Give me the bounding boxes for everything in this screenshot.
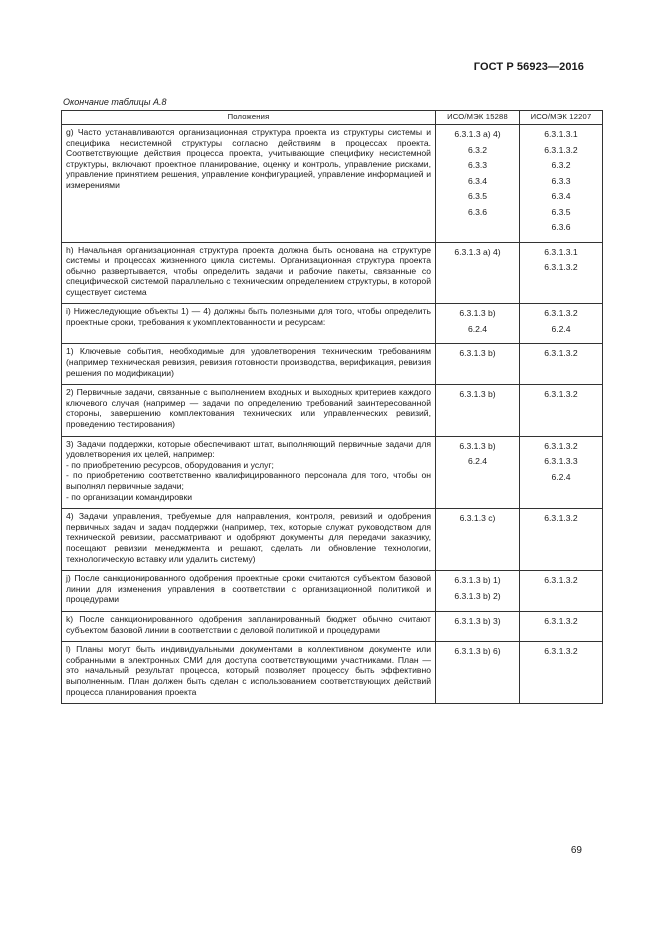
table-row [62,385,603,436]
provision-text: 4) Задачи управления, требуемые для направления, контроля, ревизий и одобрения первичных задач и задач поддержки (например, тех, которые служат руководством для технической ревизии, рассматривают и одобряют документы для передачи заказчику, посещают ревизии менеджмента и решают, сделать ли обновление технологии, технологическую вставку или удалить систему) [66,511,431,564]
iso-12207-ref: 6.2.4 [551,471,571,482]
table-row [62,571,603,612]
iso-15288-ref-cell [436,344,520,385]
table-row [62,304,603,344]
iso-15288-ref: 6.3.6 [467,206,488,217]
table-body [62,125,603,704]
provision-cell [62,436,436,509]
provision-cell [62,509,436,571]
provision-text: l) Планы могут быть индивидуальными документами в коллективном документе или собранными в электронных СМИ для доступа соответствующими участниками. План — это начальный результат процесса, который позволяет процессу быть эффективно выполненным. План должен быть сделан с использованием соответствующих действий процесса планирования проекта [66,644,431,697]
iso-15288-ref: 6.3.1.3 b) [459,440,496,451]
iso-12207-ref-cell [520,385,603,436]
iso-12207-ref: 6.3.1.3.2 [544,144,578,155]
provision-cell [62,611,436,641]
iso-12207-ref: 6.3.3 [551,175,571,186]
provision-text: i) Нижеследующие объекты 1) — 4) должны быть полезными для того, чтобы определить проектные сроки, требования к укомплектованности и ресурсам: [66,306,431,328]
iso-15288-ref: 6.3.1.3 b) [459,308,496,319]
table-row [62,509,603,571]
table-row [62,436,603,509]
provision-cell [62,344,436,385]
iso-12207-ref: 6.3.1.3.2 [544,308,578,319]
iso-12207-ref: 6.3.2 [551,160,571,170]
iso-15288-ref: 6.3.5 [467,191,488,201]
iso-15288-ref-cell [436,436,520,509]
iso-12207-ref-cell [520,344,603,385]
iso-12207-ref-cell [520,436,603,509]
provision-text: g) Часто устанавливаются организационная структура проекта из структуры системы и спецификa несистемной структуры согласно действиям в процессах проекта. Соответствующие действия процесса проекта, учитывающие специфику несистемной структуры, включают проектное планирование, оценку и контроль, управление рисками, управление принятием решения, управление конфигурацией, управление информацией и измерениями [66,127,431,190]
iso-15288-ref: 6.3.3 [467,160,488,170]
iso-12207-ref: 6.3.1.3.2 [544,262,578,272]
iso-12207-ref-cell [520,611,603,641]
provision-cell [62,385,436,436]
table-header-row [62,111,603,125]
provision-cell [62,642,436,704]
provision-text: 3) Задачи поддержки, которые обеспечивают штат, выполняющий первичные задачи для удовлетворения их целей, например: [66,438,431,460]
iso-12207-ref: 6.3.1.3.2 [544,646,578,657]
iso-15288-ref: 6.2.4 [467,456,488,467]
iso-12207-ref: 6.3.1.3.2 [544,440,578,451]
iso-15288-ref: 6.3.1.3 b) 6) [454,646,501,657]
iso-15288-ref-cell [436,125,520,243]
iso-12207-ref-cell [520,509,603,571]
document-code-header: ГОСТ Р 56923—2016 [473,61,584,73]
table-caption: Окончание таблицы А.8 [63,97,167,107]
table-row [62,344,603,385]
iso-15288-ref: 6.3.1.3 а) 4) [454,129,501,139]
iso-12207-ref-cell [520,571,603,612]
iso-12207-ref: 6.3.1.3.1 [544,246,578,257]
iso-12207-ref: 6.3.1.3.3 [544,456,578,467]
iso-12207-ref: 6.3.1.3.2 [544,575,578,586]
iso-15288-ref: 6.3.4 [467,175,488,186]
iso-15288-ref: 6.3.2 [467,144,488,155]
iso-12207-ref: 6.3.1.3.1 [544,129,578,139]
provision-cell [62,304,436,344]
provision-text: - по организации командировки [66,491,193,502]
iso-12207-ref: 6.3.5 [551,206,571,217]
iso-12207-ref-cell [520,642,603,704]
iso-12207-ref: 6.3.1.3.2 [544,615,578,626]
table-row [62,125,603,243]
iso-12207-ref-cell [520,242,603,304]
iso-12207-ref: 6.3.6 [551,222,571,232]
page-number: 69 [570,845,582,856]
provision-cell [62,571,436,612]
column-header-iso-12207: ИСО/МЭК 12207 [520,111,603,125]
iso-12207-ref-cell [520,125,603,243]
iso-15288-ref: 6.3.1.3 b) 3) [454,615,501,626]
provision-text: h) Начальная организационная структура проекта должна быть основана на структуре системы и процессах жизненного цикла системы. Организационная структура проекта обычно развертывается, чтобы определить задачи и рабочие пакеты, связанные со специфической системой параллельно с техническим определением структуры, в которой существует система [66,244,431,297]
provision-text: - по приобретению соответственно квалифицированного персонала для того, чтобы он выполнял первичные задачи; [66,470,431,491]
iso-12207-ref: 6.2.4 [551,323,571,334]
column-header-provisions: Положения [62,111,436,125]
iso-12207-ref: 6.3.1.3.2 [544,348,578,359]
iso-15288-ref: 6.3.1.3 c) [459,513,496,524]
column-header-iso-15288: ИСО/МЭК 15288 [436,111,520,125]
iso-12207-ref: 6.3.1.3.2 [544,389,578,400]
requirements-table [61,110,603,704]
iso-15288-ref-cell [436,642,520,704]
iso-15288-ref-cell [436,304,520,344]
provision-cell [62,242,436,304]
table-row [62,242,603,304]
provision-text: - по приобретению ресурсов, оборудования и услуг; [66,459,274,470]
iso-15288-ref: 6.2.4 [467,323,488,334]
table-row [62,611,603,641]
iso-15288-ref: 6.3.1.3 b) 2) [454,590,501,601]
table-row [62,642,603,704]
iso-15288-ref: 6.3.1.3 b) [459,348,496,359]
iso-15288-ref-cell [436,611,520,641]
provision-cell [62,125,436,243]
provision-text: j) После санкционированного одобрения проектные сроки считаются субъектом базовой линии для изменения управления в соответствии с организационной политикой и процедурами [66,573,431,605]
iso-15288-ref: 6.3.1.3 b) [459,389,496,400]
iso-15288-ref-cell [436,242,520,304]
iso-15288-ref: 6.3.1.3 а) 4) [454,246,501,257]
iso-15288-ref-cell [436,571,520,612]
iso-12207-ref-cell [520,304,603,344]
iso-15288-ref-cell [436,385,520,436]
provision-text: 2) Первичные задачи, связанные с выполнением входных и выходных критериев каждого ключевого случая (например — задачи по определению требований заинтересованной стороны, завершению комплектования технических или управленческих ревизий, проведению тестирования) [66,387,431,430]
iso-12207-ref: 6.3.4 [551,191,571,201]
iso-15288-ref: 6.3.1.3 b) 1) [454,575,501,586]
provision-text: k) После санкционированного одобрения запланированный бюджет обычно считают субъектом базовой линии в соответствии с деловой политикой и процедурами [66,613,431,635]
provision-text: 1) Ключевые события, необходимые для удовлетворения техническим требованиям (например техническая ревизия, ревизия готовности производства, верификация, ревизия решения по модификации) [66,346,431,378]
iso-15288-ref-cell [436,509,520,571]
iso-12207-ref: 6.3.1.3.2 [544,513,578,524]
